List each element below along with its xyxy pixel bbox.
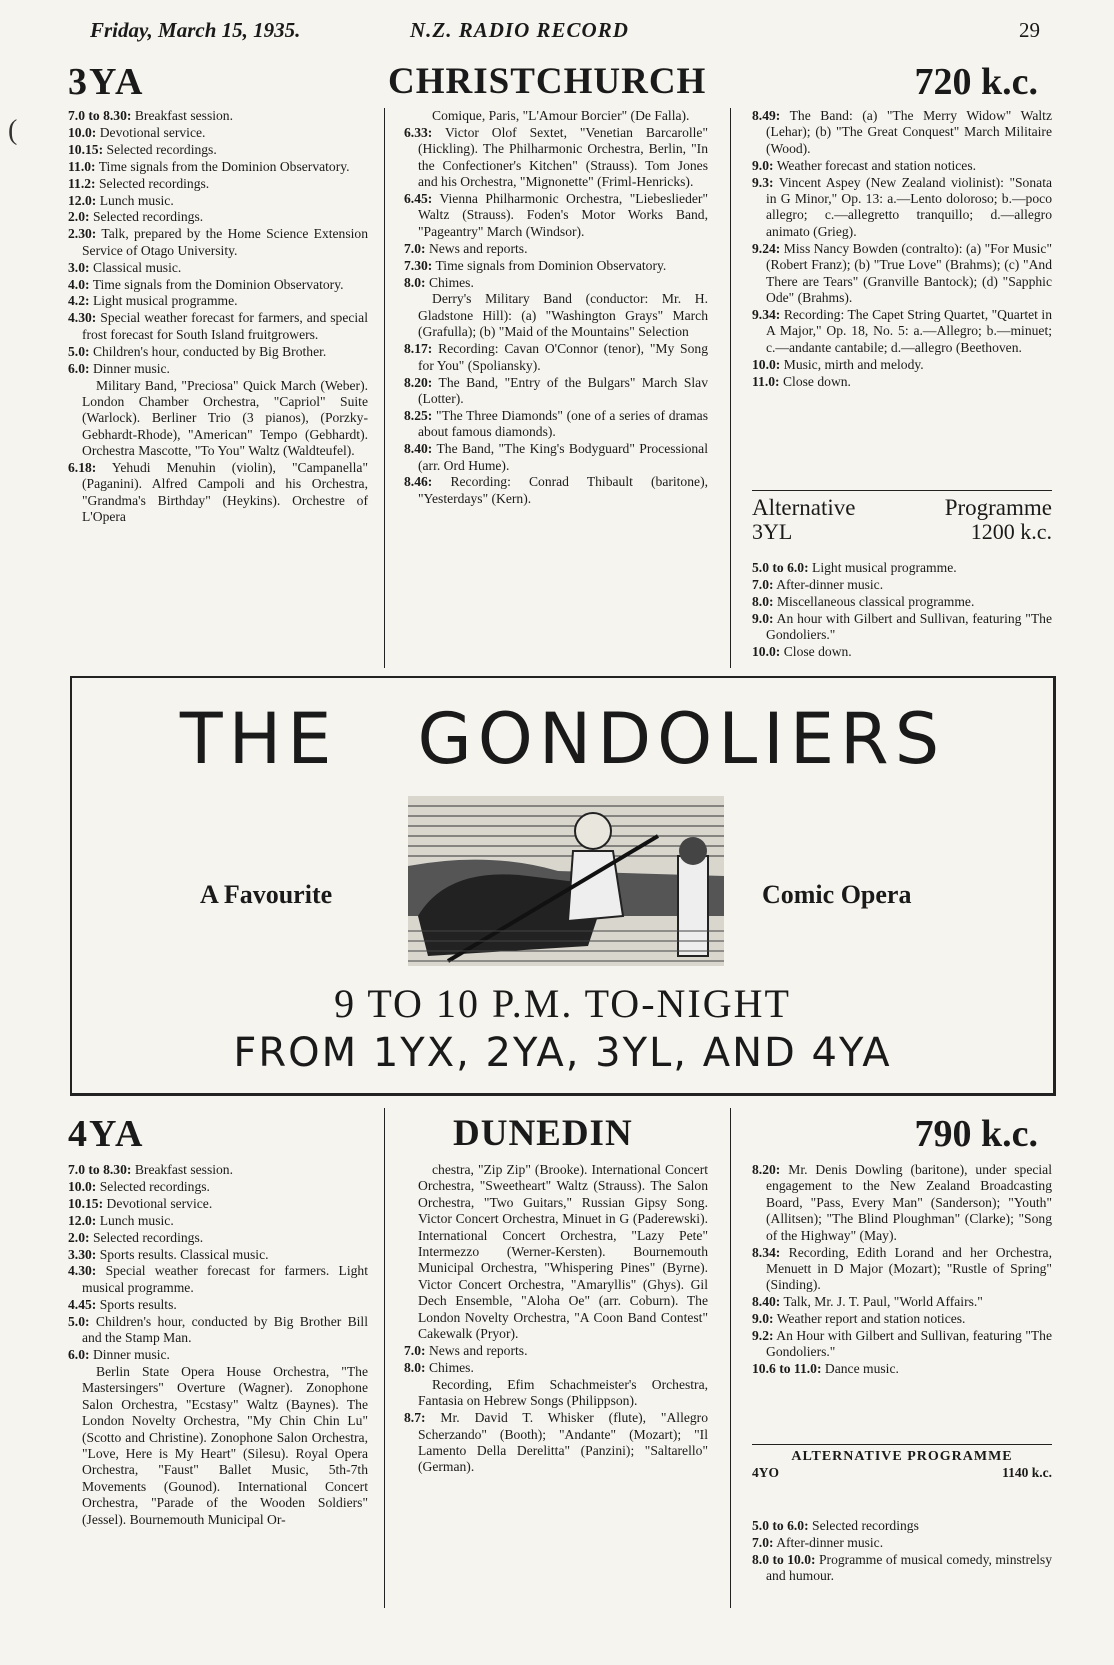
programme-description: Close down. — [783, 644, 852, 660]
programme-time: 8.40: — [752, 1294, 781, 1310]
programme-time: 5.0 to 6.0: — [752, 560, 809, 575]
programme-time: 3.30: — [68, 1246, 97, 1262]
programme-item — [68, 310, 368, 343]
programme-description: Talk, Mr. J. T. Paul, "World Affairs." — [783, 1294, 983, 1310]
alt2-sub — [752, 1465, 1052, 1483]
programme-item — [752, 1361, 1052, 1377]
programme-description: An hour with Gilbert and Sullivan, featuring "The Gondoliers." — [766, 610, 1052, 643]
programme-item — [68, 1364, 368, 1528]
programme-description: Mr. Denis Dowling (baritone), under special engagement to the New Zealand Broadcasting Board, "Pass, Every Man" (Sanderson); "Youth" (Allitsen); "The Blind Ploughman" (Clarke); "Song of the Highway" (May). — [766, 1162, 1052, 1243]
programme-description: chestra, "Zip Zip" (Brooke). International Concert Orchestra, "Sweetheart" Waltz (Strauss). The Salon Orchestra, "Two Guitars," Russian Gipsy Song. Victor Concert Orchestra, Minuet in G (Paderewski). International Concert Orchestra, "Lazy Pete" Intermezzo (Werner-Kersten). Bournemouth Municipal Orchestra, "Whispering Pines" (Byrne). Victor Concert Orchestra, "Amaryllis" (Ghys). Gil Dech Ensemble, "Aloha Oe" (arr. Coburn). The London Novelty Orchestra, "A Coon Band Contest" Cakewalk (Pryor). — [418, 1162, 708, 1342]
programme-description: Breakfast session. — [134, 108, 234, 123]
ad-right-text: Comic Opera — [762, 880, 912, 909]
programme-time: 4.30: — [68, 1263, 97, 1279]
programme-description: Classical music. — [92, 259, 182, 275]
programme-item — [404, 1343, 708, 1359]
programme-item — [68, 1297, 368, 1313]
programme-item — [68, 226, 368, 259]
alt2-call: 4YO — [752, 1465, 779, 1480]
programme-description: Military Band, "Preciosa" Quick March (Weber). London Chamber Orchestra, "Capriol" Suite (Warlock). Berliner Trio (3 pianos), (Porzky-Gebhardt-Rhode), "American" Tempo (Gebhardt). Orchestra Mascotte, "To You" Waltz (Waldteufel). — [82, 377, 368, 459]
programme-time: 10.0: — [68, 124, 97, 140]
programme-item — [404, 408, 708, 441]
programme-time: 7.0: — [752, 576, 774, 592]
issue-date: Friday, March 15, 1935. — [90, 18, 301, 42]
programme-item — [404, 291, 708, 340]
ad-stations: FROM 1YX, 2YA, 3YL, AND 4YA — [233, 1030, 892, 1076]
programme-description: Weather forecast and station notices. — [776, 157, 977, 173]
programme-time: 9.0: — [752, 157, 774, 173]
programme-description: Devotional service. — [99, 124, 206, 140]
programme-description: News and reports. — [428, 240, 528, 256]
programme-item — [404, 125, 708, 191]
programme-description: Recording: Conrad Thibault (baritone), "Yesterdays" (Kern). — [418, 474, 708, 506]
programme-description: Dance music. — [824, 1361, 899, 1377]
programme-description: Music, mirth and melody. — [783, 356, 924, 372]
programme-time: 12.0: — [68, 1212, 97, 1228]
programme-item — [68, 159, 368, 175]
programme-time: 5.0: — [68, 343, 90, 359]
programme-item — [404, 1162, 708, 1342]
programme-description: Berlin State Opera House Orchestra, "The Mastersingers" Overture (Wagner). Zonophone Salon Orchestra, "Ecstasy" Waltz (Baynes). The London Novelty Orchestra, "My Chin Chin Lu" (Scotto and Christine). Zonophone Salon Orchestra, "Love, Here is My Heart" (Silesu). Royal Opera Orchestra, "Faust" Ballet Music, 5th-7th Movements (Gounod). International Concert Orchestra, "Parade of the Wooden Soldiers" (Jessel). Bournemouth Municipal Or- — [82, 1363, 368, 1527]
programme-description: Recording: Cavan O'Connor (tenor), "My Song for You" (Spoliansky). — [418, 341, 709, 373]
station-heading-3ya — [68, 60, 1038, 106]
programme-time: 6.0: — [68, 360, 90, 376]
programme-column-1 — [68, 1162, 368, 1528]
programme-time: 8.40: — [404, 441, 433, 457]
programme-description: Time signals from the Dominion Observatory. — [98, 158, 350, 174]
programme-item — [68, 209, 368, 225]
programme-description: Selected recordings. — [106, 141, 217, 157]
programme-item — [404, 375, 708, 408]
programme-item — [404, 341, 708, 374]
programme-item — [68, 1347, 368, 1363]
programme-item — [404, 258, 708, 274]
programme-time: 12.0: — [68, 192, 97, 208]
programme-item — [68, 260, 368, 276]
column-divider — [384, 1108, 385, 1608]
programme-time: 6.18: — [68, 460, 97, 476]
programme-column-3 — [752, 1162, 1052, 1378]
programme-time: 3.0: — [68, 259, 90, 275]
programme-time: 8.46: — [404, 474, 433, 490]
programme-time: 7.0 to 8.30: — [68, 108, 132, 123]
programme-item — [68, 1196, 368, 1212]
programme-description: Close down. — [782, 373, 851, 389]
programme-time: 4.45: — [68, 1296, 97, 1312]
programme-column-3 — [752, 108, 1052, 390]
programme-time: 9.3: — [752, 174, 774, 190]
programme-description: The Band, "Entry of the Bulgars" March Slav (Lotter). — [418, 374, 708, 406]
ad-left-text: A Favourite — [200, 880, 333, 909]
programme-time: 2.0: — [68, 1229, 90, 1245]
programme-time: 8.17: — [404, 341, 433, 357]
alt-call: 3YL — [752, 519, 793, 544]
programme-time: 9.2: — [752, 1328, 774, 1344]
programme-description: Sports results. Classical music. — [99, 1246, 269, 1262]
page-header — [90, 18, 1040, 46]
programme-item — [752, 644, 1052, 660]
programme-time: 10.0: — [68, 1178, 97, 1194]
programme-description: Comique, Paris, "L'Amour Borcier" (De Falla). — [432, 108, 690, 123]
station-frequency: 790 k.c. — [914, 1113, 1038, 1155]
programme-description: "The Three Diamonds" (one of a series of dramas about famous diamonds). — [418, 407, 709, 440]
programme-item — [752, 108, 1052, 157]
programme-description: After-dinner music. — [776, 1534, 884, 1550]
station-city: CHRISTCHURCH — [388, 61, 707, 102]
programme-description: After-dinner music. — [776, 576, 884, 592]
programme-time: 11.0: — [68, 158, 96, 174]
programme-time: 2.0: — [68, 209, 90, 225]
programme-time: 5.0 to 6.0: — [752, 1518, 809, 1533]
programme-description: Selected recordings — [812, 1518, 919, 1533]
programme-time: 10.0: — [752, 356, 781, 372]
programme-item — [404, 241, 708, 257]
column-divider — [384, 108, 385, 668]
programme-description: Time signals from Dominion Observatory. — [435, 257, 667, 273]
programme-item — [68, 1179, 368, 1195]
programme-description: Sports results. — [99, 1296, 177, 1312]
programme-item — [68, 378, 368, 460]
programme-item — [68, 1162, 368, 1178]
programme-time: 2.30: — [68, 226, 97, 242]
alt2-title: ALTERNATIVE PROGRAMME — [752, 1444, 1052, 1465]
programme-time: 9.34: — [752, 306, 781, 322]
programme-item — [752, 560, 1052, 576]
programme-item — [752, 175, 1052, 241]
programme-description: Lunch music. — [99, 192, 174, 208]
programme-item — [752, 611, 1052, 644]
programme-time: 8.20: — [752, 1162, 781, 1177]
programme-description: The Band: (a) "The Merry Widow" Waltz (Lehar); (b) "The Great Conquest" March Militaire (Wood). — [766, 108, 1052, 156]
ad-title: THE GONDOLIERS — [179, 698, 946, 780]
programme-item — [68, 142, 368, 158]
programme-time: 10.15: — [68, 1195, 104, 1211]
programme-time: 4.2: — [68, 293, 90, 309]
programme-item — [404, 191, 708, 240]
programme-column-1 — [68, 108, 368, 526]
programme-item — [68, 293, 368, 309]
programme-item — [404, 1410, 708, 1476]
alt-title-right: Programme — [944, 495, 1052, 520]
programme-time: 8.0: — [404, 274, 426, 290]
page-number: 29 — [1019, 18, 1040, 42]
programme-description: Selected recordings. — [92, 209, 204, 225]
programme-time: 10.15: — [68, 141, 104, 157]
programme-time: 7.0: — [404, 1342, 426, 1358]
programme-item — [404, 108, 708, 124]
programme-time: 4.30: — [68, 310, 97, 326]
programme-item — [752, 1245, 1052, 1294]
programme-time: 7.0 to 8.30: — [68, 1162, 132, 1177]
programme-item — [68, 1230, 368, 1246]
programme-description: Light musical programme. — [812, 560, 957, 575]
programme-item — [752, 307, 1052, 356]
programme-description: Selected recordings. — [98, 175, 210, 191]
programme-item — [752, 1552, 1052, 1585]
programme-time: 11.2: — [68, 175, 96, 191]
programme-time: 7.0: — [404, 240, 426, 256]
programme-item — [752, 357, 1052, 373]
programme-time: 11.0: — [752, 373, 780, 389]
programme-description: Breakfast session. — [134, 1162, 234, 1177]
programme-description: Chimes. — [428, 274, 474, 290]
gondolier-illustration — [408, 796, 724, 966]
station-call: 4YA — [68, 1113, 145, 1155]
programme-description: Children's hour, conducted by Big Brother. — [92, 343, 327, 359]
station-frequency: 720 k.c. — [914, 61, 1038, 103]
programme-item — [68, 361, 368, 377]
programme-item — [68, 1314, 368, 1347]
programme-column-2 — [404, 108, 708, 508]
programme-item — [68, 1263, 368, 1296]
programme-time: 8.20: — [404, 374, 433, 390]
programme-description: Devotional service. — [106, 1195, 213, 1211]
alternative-programme-heading — [752, 490, 1052, 547]
programme-description: Victor Olof Sextet, "Venetian Barcarolle" (Hickling). The Philharmonic Orchestra, Berlin, "In the Confectioner's Kitchen" (Strauss). Tom Jones and his Orchestra, "Mignonette" (Friml-Henricks). — [418, 124, 709, 190]
programme-description: Miss Nancy Bowden (contralto): (a) "For Music" (Robert Franz); (b) "True Love" (Brahms); (c) "And There are Tears" (Granville Bantock); (d) "Sapphic Ode" (Brahms). — [766, 240, 1052, 305]
programme-time: 8.0: — [752, 593, 774, 609]
alt2-programme-list — [752, 1518, 1052, 1585]
programme-description: Recording, Efim Schachmeister's Orchestra, Fantasia on Hebrew Songs (Philippson). — [418, 1376, 708, 1409]
programme-item — [752, 577, 1052, 593]
programme-description: News and reports. — [428, 1342, 528, 1358]
programme-time: 6.0: — [68, 1346, 90, 1362]
programme-item — [68, 344, 368, 360]
programme-description: Vincent Aspey (New Zealand violinist): "Sonata in G Minor," Op. 13: a.—Lento doloroso; b.—poco allegro; c.—allegretto tranquillo; d.—allegro animato (Grieg). — [766, 174, 1052, 239]
station-call: 3YA — [68, 61, 145, 103]
margin-bracket: ( — [8, 115, 18, 146]
programme-description: Light musical programme. — [92, 293, 238, 309]
gondoliers-advertisement — [70, 676, 1056, 1096]
programme-description: Special weather forecast for farmers, and special frost forecast for South Island fruitgrowers. — [82, 310, 368, 342]
alt-title-left: Alternative — [752, 495, 856, 520]
programme-item — [752, 374, 1052, 390]
programme-time: 4.0: — [68, 276, 90, 292]
programme-item — [752, 594, 1052, 610]
programme-time: 8.0 to 10.0: — [752, 1551, 816, 1567]
programme-item — [752, 1328, 1052, 1361]
programme-item — [752, 1518, 1052, 1534]
programme-time: 9.0: — [752, 610, 774, 626]
programme-item — [68, 193, 368, 209]
programme-time: 7.30: — [404, 257, 433, 273]
publication-title: N.Z. RADIO RECORD — [410, 18, 629, 42]
programme-item — [404, 441, 708, 474]
programme-time: 6.33: — [404, 124, 433, 140]
programme-item — [68, 1247, 368, 1263]
alt-frequency: 1200 k.c. — [970, 519, 1052, 544]
programme-item — [404, 1377, 708, 1410]
programme-description: Selected recordings. — [92, 1229, 204, 1245]
programme-description: Dinner music. — [92, 360, 170, 376]
programme-time: 8.0: — [404, 1359, 426, 1375]
programme-time: 8.7: — [404, 1410, 426, 1426]
programme-item — [68, 1213, 368, 1229]
programme-item — [68, 108, 368, 124]
alternative-programme-list — [752, 560, 1052, 661]
column-divider — [730, 108, 731, 668]
programme-time: 5.0: — [68, 1313, 90, 1329]
station-heading-4ya — [68, 1112, 1038, 1158]
programme-description: Special weather forecast for farmers. Light musical programme. — [82, 1263, 368, 1295]
programme-description: Programme of musical comedy, minstrelsy and humour. — [766, 1551, 1052, 1584]
programme-item — [68, 125, 368, 141]
programme-description: Vienna Philharmonic Orchestra, "Liebeslieder" Waltz (Strauss). Foden's Motor Works Band, "Pageantry" March (Windsor). — [418, 191, 708, 239]
programme-item — [752, 1294, 1052, 1310]
programme-time: 7.0: — [752, 1534, 774, 1550]
programme-item — [752, 1311, 1052, 1327]
programme-item — [404, 474, 708, 507]
programme-time: 10.0: — [752, 644, 781, 660]
programme-time: 9.24: — [752, 240, 781, 256]
programme-description: The Band, "The King's Bodyguard" Processional (arr. Ord Hume). — [418, 441, 708, 473]
programme-time: 6.45: — [404, 191, 433, 207]
alt2-frequency: 1140 k.c. — [1002, 1465, 1052, 1480]
programme-item — [68, 460, 368, 526]
programme-item — [404, 1360, 708, 1376]
programme-item — [752, 1535, 1052, 1551]
programme-time: 10.6 to 11.0: — [752, 1361, 822, 1377]
programme-description: Talk, prepared by the Home Science Extension Service of Otago University. — [82, 226, 369, 258]
programme-description: Weather report and station notices. — [776, 1311, 966, 1327]
programme-description: Yehudi Menuhin (violin), "Campanella" (Paganini). Alfred Campoli and his Orchestra, "Grandma's Birthday" (Heykins). Orchestre of L'Opera — [82, 460, 368, 525]
station-city: DUNEDIN — [453, 1113, 633, 1154]
programme-description: Children's hour, conducted by Big Brother Bill and the Stamp Man. — [82, 1313, 368, 1346]
programme-description: Miscellaneous classical programme. — [776, 593, 975, 609]
programme-description: Chimes. — [428, 1359, 474, 1375]
programme-description: An Hour with Gilbert and Sullivan, featuring "The Gondoliers." — [766, 1328, 1052, 1360]
column-divider — [730, 1108, 731, 1608]
programme-description: Lunch music. — [99, 1212, 174, 1228]
alternative-programme-4yo — [752, 1444, 1052, 1483]
programme-description: Mr. David T. Whisker (flute), "Allegro Scherzando" (Booth); "Andante" (Mozart); "Il Lamento Della Derelitta" (Panzini); "Saltarello" (German). — [418, 1410, 708, 1475]
programme-column-2 — [404, 1162, 708, 1476]
programme-item — [752, 1162, 1052, 1244]
programme-item — [404, 275, 708, 291]
programme-item — [752, 241, 1052, 307]
programme-time: 9.0: — [752, 1311, 774, 1327]
programme-time: 8.49: — [752, 108, 781, 123]
programme-description: Selected recordings. — [99, 1178, 210, 1194]
programme-time: 8.34: — [752, 1244, 781, 1260]
programme-item — [752, 158, 1052, 174]
programme-item — [68, 176, 368, 192]
programme-time: 8.25: — [404, 407, 433, 423]
ad-broadcast-time: 9 TO 10 P.M. TO-NIGHT — [334, 981, 791, 1026]
programme-item — [68, 277, 368, 293]
programme-description: Time signals from the Dominion Observatory. — [92, 276, 344, 292]
programme-description: Derry's Military Band (conductor: Mr. H. Gladstone Hill): (a) "Washington Grays" March (Grafulla); (b) "Maid of the Mountains" Selection — [418, 291, 708, 340]
programme-description: Dinner music. — [92, 1346, 170, 1362]
programme-description: Recording, Edith Lorand and her Orchestra, Menuett in D Major (Mozart); "Rustle of Spring" (Sinding). — [766, 1244, 1052, 1293]
programme-description: Recording: The Capet String Quartet, "Quartet in A Major," Op. 18, No. 5: a.—Allegro; b.—minuet; c.—andante cantabile; d.—allegro (Beethoven. — [766, 306, 1052, 355]
